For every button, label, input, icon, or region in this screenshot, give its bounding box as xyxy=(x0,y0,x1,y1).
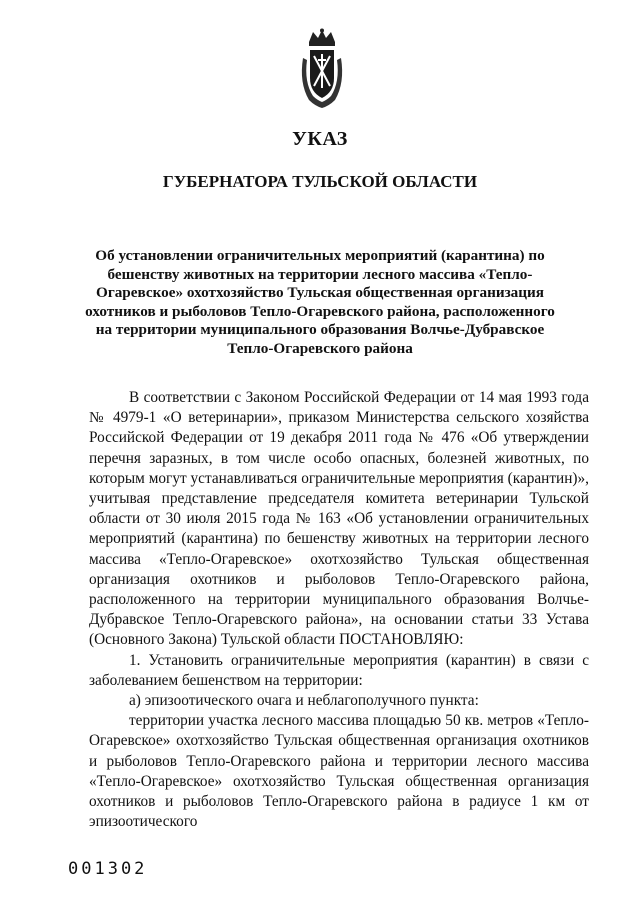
decree-subject: Об установлении ограничительных мероприятий (карантина) по бешенству животных на территории лесного массива «Тепло-Огаревское» охотхозяйство Тульская общественная организация охотников и рыболовов Тепло-Огаревского района, расположенного на территории муниципального образования Волчье-Дубравское Тепло-Огаревского района xyxy=(85,247,555,357)
preamble-paragraph: В соответствии с Законом Российской Федерации от 14 мая 1993 года № 4979-1 «О ветеринарии», приказом Министерства сельского хозяйства Российской Федерации от 19 декабря 2011 года № 476 «Об утверждении перечня заразных, в том числе особо опасных, болезней животных, по которым могут устанавливаться ограничительные мероприятия (карантин)», учитывая представление председателя комитета ветеринарии Тульской области от 30 июля 2015 года № 163 «Об установлении ограничительных мероприятий (карантина) по бешенству животных на территории лесного массива «Тепло-Огаревское» охотхозяйство Тульская общественная организация охотников и рыболовов Тепло-Огаревского района, расположенного на территории муниципального образования Волчье-Дубравское Тепло-Огаревского района», на основании статьи 33 Устава (Основного Закона) Тульской области ПОСТАНОВЛЯЮ: xyxy=(89,389,589,649)
document-number: 001302 xyxy=(68,859,148,879)
item-1a-text-paragraph: территории участка лесного массива площадью 50 кв. метров «Тепло-Огаревское» охотхозяйство Тульская общественная организация охотников и рыболовов Тепло-Огаревского района и территории лесного массива «Тепло-Огаревское» охотхозяйство Тульская общественная организация охотников и рыболовов Тепло-Огаревского района в радиусе 1 км от эпизоотического xyxy=(89,712,589,831)
decree-body xyxy=(89,388,589,832)
coat-of-arms-icon xyxy=(297,28,347,110)
issuer-title: ГУБЕРНАТОРА ТУЛЬСКОЙ ОБЛАСТИ xyxy=(162,172,478,191)
item-1a-paragraph: а) эпизоотического очага и неблагополучного пункта: xyxy=(129,692,479,710)
document-type-title: УКАЗ xyxy=(292,128,348,150)
item-1-paragraph: 1. Установить ограничительные мероприятия (карантин) в связи с заболеванием бешенством на территории: xyxy=(89,651,589,689)
